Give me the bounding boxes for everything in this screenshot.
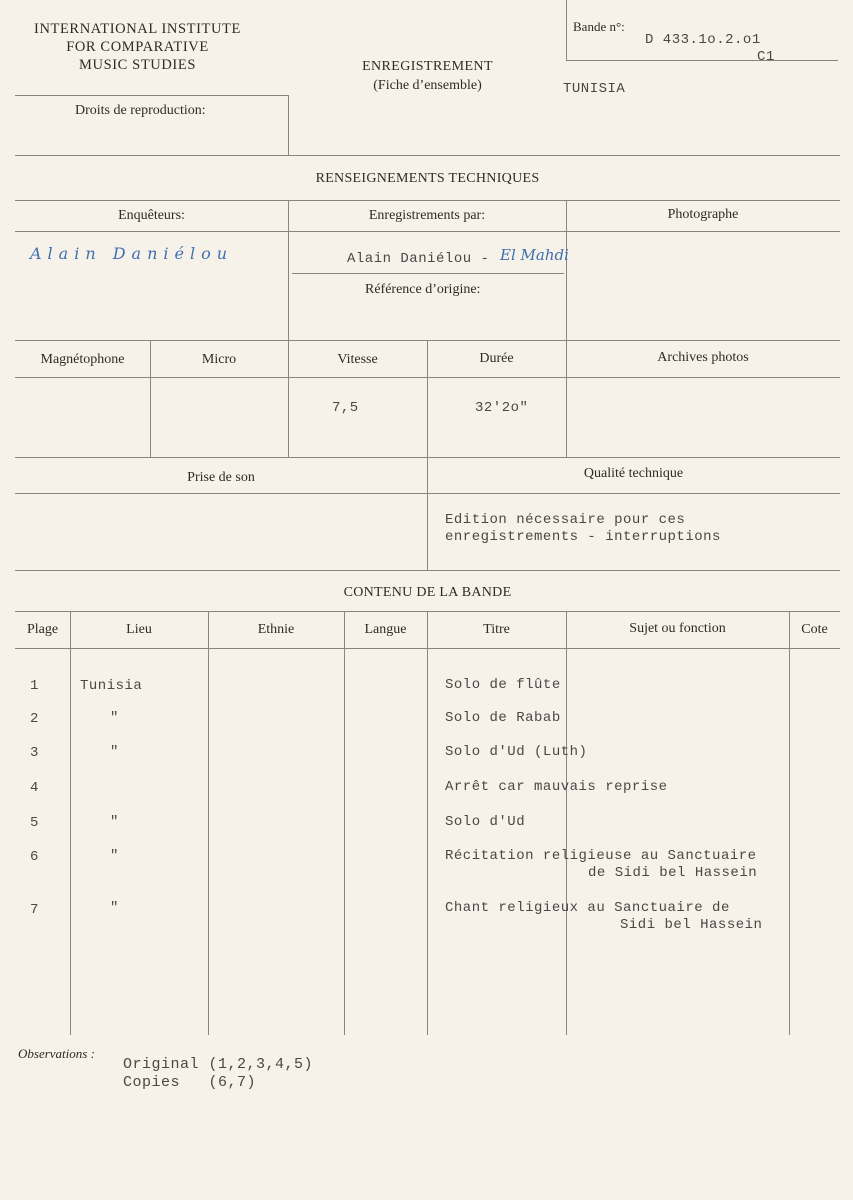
institute-name <box>10 20 265 74</box>
row-2-lieu: " <box>110 710 119 726</box>
row-1-lieu: Tunisia <box>80 678 143 694</box>
observations-label: Observations : <box>18 1046 95 1061</box>
row-7-titre-continued: Sidi bel Hassein <box>620 917 763 933</box>
institute-line-1: INTERNATIONAL INSTITUTE <box>34 21 241 37</box>
row-7-plage: 7 <box>30 902 39 918</box>
country-value: TUNISIA <box>563 81 626 97</box>
col-sujet: Sujet ou fonction <box>629 621 726 636</box>
qualite-line-2: enregistrements - interruptions <box>445 529 721 545</box>
qualite-line-1: Edition nécessaire pour ces <box>445 512 686 528</box>
vitesse-label: Vitesse <box>337 352 378 367</box>
col-cote: Cote <box>801 622 828 637</box>
magnetophone-label: Magnétophone <box>40 352 125 367</box>
row-4-plage: 4 <box>30 780 39 796</box>
enregistrements-value: Alain Daniélou - <box>347 251 490 267</box>
vitesse-value: 7,5 <box>332 400 359 416</box>
row-6-plage: 6 <box>30 849 39 865</box>
row-5-titre: Solo d'Ud <box>445 814 526 830</box>
row-3-lieu: " <box>110 744 119 760</box>
row-7-lieu: " <box>110 900 119 916</box>
droits-label: Droits de reproduction: <box>75 103 206 118</box>
prise-label: Prise de son <box>187 470 255 485</box>
technical-section-title: RENSEIGNEMENTS TECHNIQUES <box>315 171 540 186</box>
col-titre: Titre <box>483 622 510 637</box>
enqueteurs-label: Enquêteurs: <box>118 208 185 223</box>
reference-label: Référence d’origine: <box>365 282 481 297</box>
row-2-plage: 2 <box>30 711 39 727</box>
qualite-label: Qualité technique <box>583 466 684 481</box>
duree-label: Durée <box>479 351 514 366</box>
row-5-plage: 5 <box>30 815 39 831</box>
enregistrements-handwritten: El Mahdi <box>500 246 569 264</box>
row-2-titre: Solo de Rabab <box>445 710 561 726</box>
contents-section-title: CONTENU DE LA BANDE <box>343 585 512 600</box>
micro-label: Micro <box>201 352 237 367</box>
bande-label: Bande n°: <box>573 19 625 34</box>
enqueteurs-handwritten: Alain Daniélou <box>30 244 234 263</box>
form-subtitle: (Fiche d’ensemble) <box>373 78 482 93</box>
col-plage: Plage <box>26 622 59 637</box>
col-langue: Langue <box>364 622 407 637</box>
bande-number: D 433.1o.2.o1 <box>645 32 761 48</box>
institute-line-3: MUSIC STUDIES <box>79 57 196 73</box>
row-4-titre: Arrêt car mauvais reprise <box>445 779 668 795</box>
form-title: ENREGISTREMENT <box>362 59 493 74</box>
row-1-titre: Solo de flûte <box>445 677 561 693</box>
row-3-titre: Solo d'Ud (Luth) <box>445 744 588 760</box>
photographe-label: Photographe <box>667 207 739 222</box>
institute-line-2: FOR COMPARATIVE <box>66 39 209 55</box>
bande-sub: C1 <box>757 49 775 65</box>
row-3-plage: 3 <box>30 745 39 761</box>
col-ethnie: Ethnie <box>257 622 295 637</box>
observations-line-1: Original (1,2,3,4,5) <box>123 1056 314 1073</box>
row-7-titre: Chant religieux au Sanctuaire de <box>445 900 730 916</box>
archives-label: Archives photos <box>657 350 749 365</box>
row-5-lieu: " <box>110 814 119 830</box>
row-1-plage: 1 <box>30 678 39 694</box>
observations-line-2: Copies (6,7) <box>123 1074 257 1091</box>
col-lieu: Lieu <box>126 622 152 637</box>
row-6-lieu: " <box>110 848 119 864</box>
duree-value: 32'2o" <box>475 400 529 416</box>
row-6-titre-continued: de Sidi bel Hassein <box>588 865 758 881</box>
enregistrements-label: Enregistrements par: <box>368 208 486 223</box>
row-6-titre: Récitation religieuse au Sanctuaire <box>445 848 757 864</box>
